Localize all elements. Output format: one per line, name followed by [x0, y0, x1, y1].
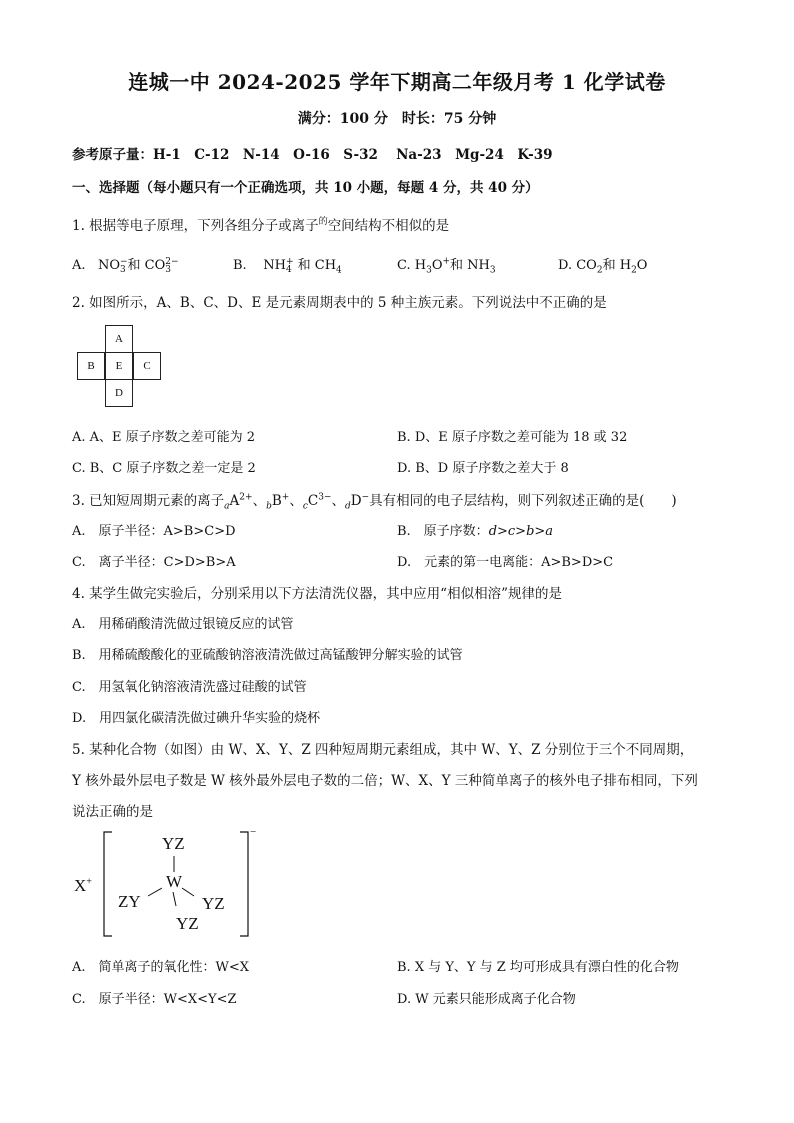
q1-b-sub2: 4: [336, 265, 342, 276]
atom-center: W: [166, 872, 183, 891]
group-right: YZ: [202, 894, 225, 913]
q5-stem-line2: Y 核外最外层电子数是 W 核外最外层电子数的二倍；W、X、Y 三种简单离子的核外电子排布相同，下列: [72, 773, 698, 789]
exam-meta: 满分：100 分 时长：75 分钟: [297, 111, 497, 127]
q1-c-text1: C. H: [397, 258, 427, 273]
q1-c-sub1: 3: [426, 265, 432, 276]
q5-stem-line3: 说法正确的是: [72, 804, 153, 820]
q1-a-sub1: 3: [119, 264, 126, 275]
group-bottom: YZ: [176, 914, 199, 933]
q1-a-mid: 和 CO: [127, 258, 166, 273]
q3-ion4: D: [350, 493, 362, 509]
grid-cell-d: D: [105, 379, 133, 407]
q3-stem-a: 3. 已知短周期元素的离子: [72, 493, 225, 509]
q1-a-sup1: −: [119, 256, 128, 267]
q1-b-label: B.: [233, 258, 247, 273]
q5-option-c: C. 原子半径：W<X<Y<Z: [72, 992, 237, 1007]
q1-a-sub2: 3: [165, 264, 172, 275]
q1-c-sub2: 3: [489, 265, 496, 276]
bond-bottom: [173, 892, 176, 906]
q3-ion1: A: [229, 493, 240, 509]
q2-option-c: C. B、C 原子序数之差一定是 2: [72, 461, 256, 476]
q1-d-text1: D. CO: [558, 258, 597, 273]
cation-symbol: X: [74, 876, 87, 895]
q2-stem: 2. 如图所示，A、B、C、D、E 是元素周期表中的 5 种主族元素。下列说法中不正确的是: [72, 295, 607, 311]
anion-charge: −: [250, 826, 257, 838]
q3-ion3-pre: c: [302, 501, 308, 512]
q3-ion1-sup: 2+: [239, 492, 253, 503]
q3-ion2: B: [271, 493, 282, 509]
q1-stem-after: 空间结构不相似的是: [327, 218, 450, 234]
grid-cell-e: E: [105, 352, 133, 380]
q2-option-a: A. A、E 原子序数之差可能为 2: [72, 430, 256, 445]
q1-d-sub1: 2: [596, 265, 603, 276]
section-heading: 一、选择题（每小题只有一个正确选项，共 10 小题，每题 4 分，共 40 分）: [72, 180, 539, 196]
q3-ion2-pre: b: [266, 501, 272, 512]
q5-option-a: A. 简单离子的氧化性：W<X: [72, 960, 250, 975]
q1-stem-before: 1. 根据等电子原理，下列各组分子或离子: [72, 218, 319, 234]
group-left: ZY: [118, 892, 141, 911]
left-bracket: [104, 832, 112, 936]
q1-d-end: O: [636, 258, 648, 273]
q3-option-b-label: B. 原子序数：: [397, 524, 489, 539]
q2-option-d: D. B、D 原子序数之差大于 8: [397, 461, 569, 476]
q3-option-b: [397, 520, 553, 539]
atomic-masses: 参考原子量：H-1 C-12 N-14 O-16 S-32 Na-23 Mg-24 K-39: [72, 147, 553, 163]
q1-b-nh: NH: [263, 258, 286, 273]
cation: [74, 876, 92, 896]
q3-ion1-pre: a: [224, 501, 230, 512]
q3-ion4-pre: d: [344, 501, 351, 512]
q4-option-a: A. 用稀硝酸清洗做过银镜反应的试管: [72, 617, 294, 632]
q3-ion4-sup: −: [361, 492, 370, 503]
q4-stem: 4. 某学生做完实验后，分别采用以下方法清洗仪器，其中应用“相似相溶”规律的是: [72, 586, 562, 602]
structure-diagram: [72, 826, 272, 940]
q1-b-sup1: +: [285, 256, 294, 267]
q5-stem-line1: 5. 某种化合物（如图）由 W、X、Y、Z 四种短周期元素组成，其中 W、Y、Z 分别位于三个不同周期，: [72, 742, 694, 758]
q3-option-b-value: d>c>b>a: [488, 524, 554, 539]
q3-ion3: C: [307, 493, 319, 509]
q2-option-b: B. D、E 原子序数之差可能为 18 或 32: [397, 430, 628, 445]
q1-stem: [72, 214, 449, 234]
q3-option-d: D. 元素的第一电离能：A>B>D>C: [397, 555, 614, 570]
q1-d-mid: 和 H: [602, 258, 632, 273]
q1-a-no: NO: [97, 258, 120, 273]
bond-left: [148, 888, 162, 896]
grid-cell-c: C: [133, 352, 161, 380]
exam-title: 连城一中 2024-2025 学年下期高二年级月考 1 化学试卷: [128, 70, 666, 94]
q1-stem-small: 的: [318, 217, 328, 227]
right-bracket: [240, 832, 248, 936]
q1-b-sub1: 4: [285, 264, 292, 275]
q3-sep2: 、: [289, 493, 303, 509]
q1-option-a: [72, 254, 179, 274]
q3-stem: [72, 489, 677, 512]
q1-option-c: [397, 254, 496, 276]
q1-a-sup2: 2−: [165, 256, 179, 267]
q1-b-mid: 和 CH: [293, 258, 337, 273]
grid-cell-b: B: [77, 352, 105, 380]
q3-sep1: 、: [252, 493, 267, 509]
q3-ion3-sup: 3−: [318, 492, 332, 503]
q1-option-b: [233, 254, 342, 276]
q4-option-b: B. 用稀硫酸酸化的亚硫酸钠溶液清洗做过高锰酸钾分解实验的试管: [72, 648, 463, 663]
q3-option-a: A. 原子半径：A>B>C>D: [72, 524, 236, 539]
grid-cell-a: A: [105, 325, 133, 353]
q3-stem-b: 具有相同的电子层结构，则下列叙述正确的是( ): [369, 493, 677, 509]
q1-c-mid: 和 NH: [450, 258, 490, 273]
q5-option-d: D. W 元素只能形成离子化合物: [397, 992, 576, 1007]
q1-d-sub2: 2: [631, 265, 637, 276]
q4-option-c: C. 用氢氧化钠溶液清洗盛过硅酸的试管: [72, 680, 307, 695]
q4-option-d: D. 用四氯化碳清洗做过碘升华实验的烧杯: [72, 711, 321, 726]
bond-right: [182, 888, 194, 896]
q5-option-b: B. X 与 Y、Y 与 Z 均可形成具有漂白性的化合物: [397, 960, 679, 975]
q3-ion2-sup: +: [281, 492, 290, 503]
group-top: YZ: [162, 834, 185, 853]
q1-c-sup1: +: [442, 256, 451, 267]
q1-a-label: A.: [72, 258, 86, 273]
q1-c-text2: O: [431, 258, 443, 273]
cation-charge: +: [86, 876, 92, 888]
q1-option-d: [558, 254, 647, 276]
q3-option-c: C. 离子半径：C>D>B>A: [72, 555, 236, 570]
q3-sep3: 、: [331, 493, 345, 509]
